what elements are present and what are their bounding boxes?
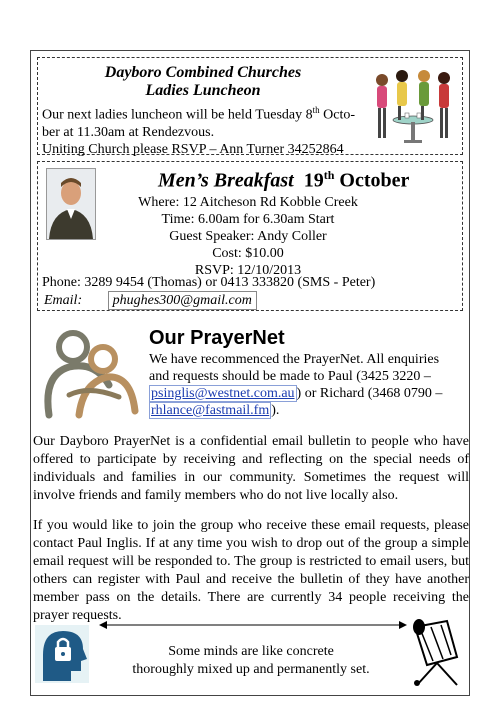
ladies-text-sup: th	[312, 105, 320, 115]
double-arrow-icon	[99, 619, 407, 631]
prayernet-paragraph-2: If you would like to join the group who receive these email requests, please contact Paul Inglis. If at any time you wish to drop out of the group a simple email request will be responded to. The group is restricted to email users, but others can register with Paul and receive the bulletin of they have another member pass on the details. There are currently 34 people receiving the prayer requests.	[33, 518, 469, 623]
mens-where: Where: 12 Aitcheson Rd Kobble Creek	[138, 195, 358, 210]
mens-cost: Cost: $10.00	[212, 246, 284, 261]
ladies-luncheon-section	[37, 57, 463, 155]
ladies-luncheon-title	[38, 64, 368, 100]
ladies-lunch-illustration-icon	[370, 66, 456, 148]
ladies-luncheon-text	[42, 102, 372, 158]
ladies-text-line2: ber at 11.30am at Rendezvous.	[42, 124, 215, 140]
prayer-intro-line4	[149, 402, 465, 419]
rhlance-email-link[interactable]: rhlance@fastmail.fm	[151, 403, 270, 418]
quote-line2: thoroughly mixed up and permanently set.	[132, 662, 370, 677]
mens-rsvp: RSVP: 12/10/2013	[194, 263, 302, 278]
prayer-intro-line1: We have recommenced the PrayerNet. All enquiries	[149, 352, 440, 367]
ladies-title-line2: Ladies Luncheon	[145, 82, 261, 99]
prayernet-paragraph-1: Our Dayboro PrayerNet is a confidential email bulletin to people who have offered to participate by receiving and reflecting on the special needs of individuals and families in our community. Sometimes the request will involve friends and family members who do not live locally also.	[33, 434, 469, 503]
prayer-intro-line2: and requests should be made to Paul (3425 3220 –	[149, 369, 431, 384]
quote-line1: Some minds are like concrete	[168, 644, 334, 659]
prayernet-title: Our PrayerNet	[149, 327, 285, 349]
newsletter-page	[30, 50, 470, 696]
mens-title-month: October	[339, 169, 410, 192]
email-link[interactable]: phughes300@gmail.com	[108, 291, 257, 310]
locked-mind-icon	[35, 625, 89, 683]
mens-speaker: Guest Speaker: Andy Coller	[169, 229, 327, 244]
mens-title-text: Men’s Breakfast	[158, 169, 294, 192]
mens-email-row	[44, 291, 257, 310]
mens-breakfast-section	[37, 161, 463, 311]
praying-figures-icon	[39, 325, 143, 421]
ladies-text-line3: Uniting Church please RSVP – Ann Turner 34252864	[42, 141, 344, 157]
ladies-text-line1	[42, 102, 372, 124]
ladies-title-line1: Dayboro Combined Churches	[104, 64, 302, 81]
psinglis-email-link[interactable]: psinglis@westnet.com.au	[151, 386, 295, 401]
mens-title-day: 19	[303, 169, 324, 192]
ladies-text-line1a: Our next ladies luncheon will be held Tuesday 8	[42, 107, 313, 123]
prayer-intro-line3	[149, 385, 465, 402]
mens-breakfast-title	[158, 168, 409, 193]
mens-details	[98, 194, 398, 279]
ladies-text-line1b: Octo-	[319, 107, 356, 123]
mens-phone: Phone: 3289 9454 (Thomas) or 0413 333820 (SMS - Peter)	[42, 275, 376, 290]
prayer-intro-line3-text: ) or Richard (3468 0790 –	[296, 386, 443, 401]
mens-time: Time: 6.00am for 6.30am Start	[161, 212, 335, 227]
mens-title-sup: th	[323, 168, 335, 182]
email-label: Email:	[44, 293, 83, 308]
cement-mixer-icon	[407, 617, 463, 687]
speaker-portrait-icon	[47, 169, 95, 239]
prayer-intro-line4-text: ).	[271, 403, 280, 418]
speaker-photo	[46, 168, 96, 240]
prayernet-intro	[149, 351, 465, 419]
concrete-quote	[121, 643, 381, 679]
